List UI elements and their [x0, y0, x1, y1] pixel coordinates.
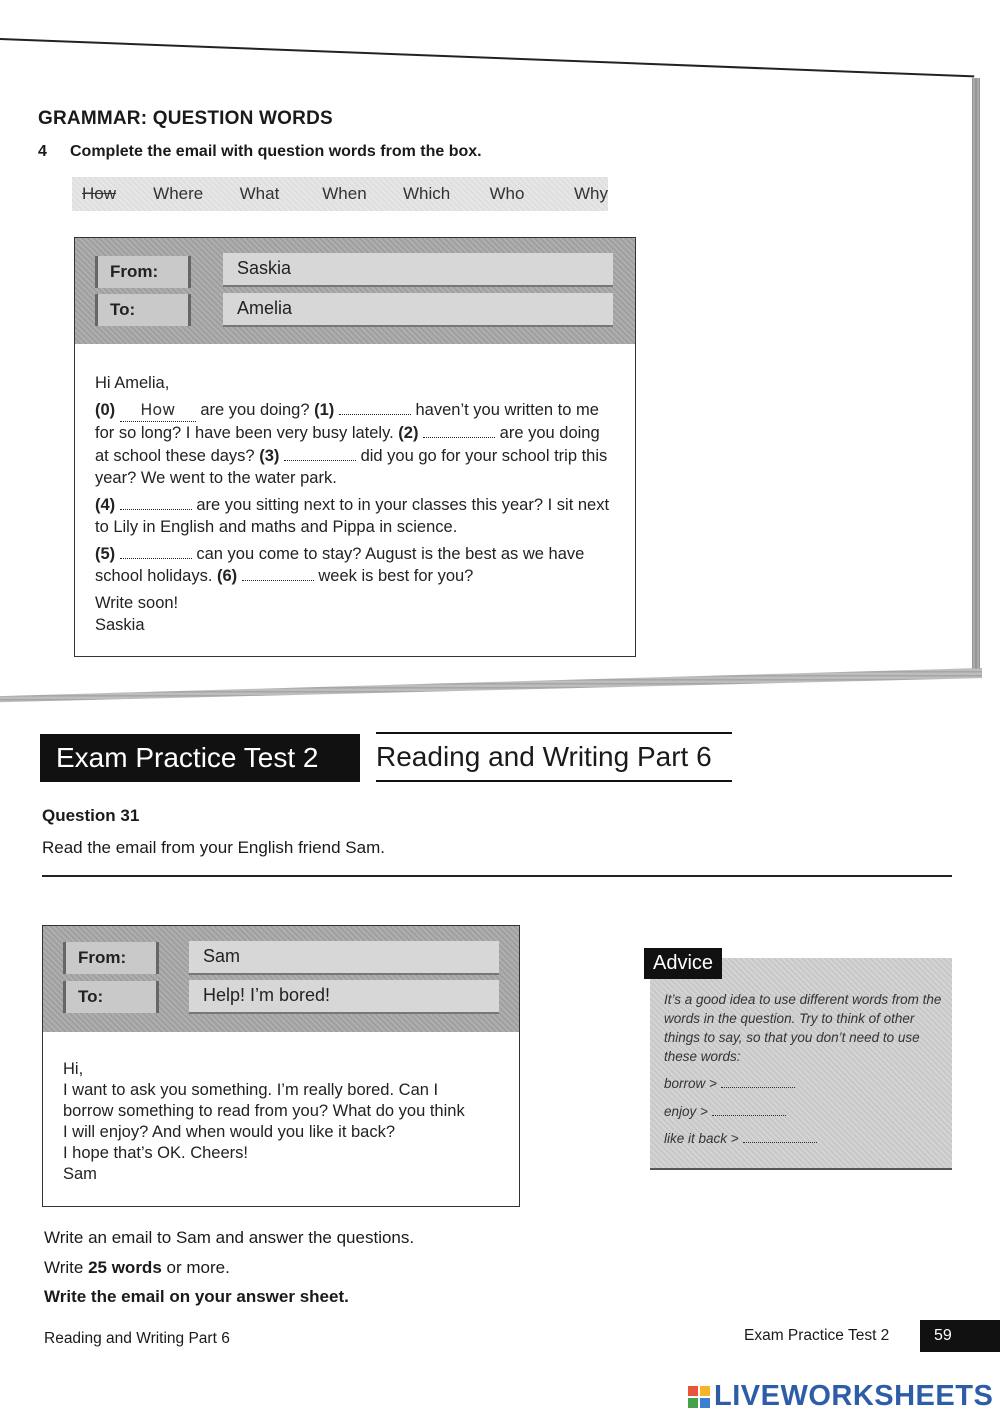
word-box-item: Where [153, 184, 204, 203]
email-sam [42, 925, 520, 1207]
gap-number: (0) [95, 400, 116, 419]
part-title: Reading and Writing Part 6 [376, 732, 732, 782]
email-saskia [74, 237, 636, 657]
answer-gap-3[interactable] [284, 448, 356, 461]
word-box-item: When [322, 184, 367, 203]
advice-item [664, 1076, 795, 1091]
page-number: 59 [920, 1320, 1000, 1352]
advice-item-label: like it back > [664, 1131, 739, 1146]
page-edge-bottom [0, 668, 982, 704]
advice-tag: Advice [644, 948, 722, 979]
email-header [43, 926, 519, 1032]
instruction-text: or more. [161, 1258, 230, 1277]
from-field: Saskia [223, 253, 613, 287]
to-field: Amelia [223, 293, 613, 327]
answer-gap-4[interactable] [120, 497, 192, 510]
answer-gap-5[interactable] [120, 546, 192, 559]
email-line: Sam [63, 1165, 97, 1183]
email-header [75, 238, 635, 344]
email-line: I want to ask you something. I’m really bored. Can I [63, 1081, 439, 1099]
question-number: Question 31 [42, 806, 140, 825]
footer-left: Reading and Writing Part 6 [44, 1330, 230, 1347]
advice-gap[interactable] [712, 1115, 786, 1116]
advice-text: It’s a good idea to use different words from the words in the question. Try to think of other things to say, so that you don’t need to use these words: [664, 992, 942, 1064]
from-field: Sam [189, 941, 499, 975]
sentence-text: haven’t you written to me for so long? I have been very busy lately. [95, 400, 599, 442]
word-box-item: Why [573, 184, 608, 203]
task-instruction [38, 143, 482, 161]
answer-0-handwritten: How [120, 399, 196, 423]
sentence-text: are you doing at school these days? [95, 424, 600, 465]
signature: Saskia [95, 616, 145, 634]
advice-gap[interactable] [743, 1142, 817, 1143]
word-box-item: How [82, 184, 117, 203]
gap-number: (3) [259, 446, 280, 465]
sentence-text: did you go for your school trip this year? We went to the water park. [95, 446, 608, 487]
word-box-item: Who [489, 184, 525, 203]
word-box-item: What [239, 184, 280, 203]
word-box [72, 177, 608, 211]
email-line: borrow something to read from you? What do you think [63, 1102, 465, 1120]
brand-icon [688, 1386, 710, 1408]
email-body [95, 372, 615, 637]
gap-number: (5) [95, 544, 116, 563]
answer-gap-1[interactable] [339, 402, 411, 415]
task-text: Complete the email with question words from the box. [70, 143, 482, 160]
advice-box [650, 958, 952, 1170]
gap-number: (1) [314, 400, 335, 419]
paragraph-1 [95, 399, 615, 490]
email-line: Hi, [63, 1060, 84, 1078]
word-box-item: Which [402, 184, 451, 203]
divider [42, 875, 952, 877]
subject-field: Help! I’m bored! [189, 980, 499, 1014]
advice-item [664, 1131, 817, 1146]
gap-number: (6) [217, 567, 238, 585]
footer-right: Exam Practice Test 2 [744, 1327, 890, 1344]
email-line: I hope that’s OK. Cheers! [63, 1144, 248, 1162]
email-line: I will enjoy? And when would you like it back? [63, 1123, 396, 1141]
advice-item-label: borrow > [664, 1076, 717, 1091]
instruction-text: Write [44, 1258, 89, 1277]
to-label: To: [95, 294, 191, 326]
page-edge-top [0, 38, 974, 77]
instruction-line-2 [44, 1258, 230, 1278]
advice-gap[interactable] [721, 1087, 795, 1088]
to-label: To: [63, 981, 159, 1013]
sentence-text: can you come to stay? August is the best as we have school holidays. [95, 544, 585, 585]
answer-gap-2[interactable] [423, 425, 495, 438]
greeting: Hi Amelia, [95, 374, 170, 392]
advice-item [664, 1104, 786, 1119]
exam-practice-bar: Exam Practice Test 2 [40, 734, 360, 782]
from-label: From: [95, 256, 191, 288]
closing: Write soon! [95, 593, 179, 612]
task-number: 4 [38, 143, 47, 160]
instruction-line-3: Write the email on your answer sheet. [44, 1287, 349, 1306]
section-heading: GRAMMAR: QUESTION WORDS [38, 108, 333, 129]
brand-name: LIVEWORKSHEETS [714, 1380, 994, 1412]
word-count: 25 words [88, 1258, 162, 1277]
from-label: From: [63, 942, 159, 974]
instruction-line-1: Write an email to Sam and answer the questions. [44, 1228, 415, 1247]
advice-item-label: enjoy > [664, 1104, 708, 1119]
email-body [63, 1059, 503, 1185]
sentence-text: are you sitting next to in your classes this year? I sit next to Lily in English and maths and Pippa in science. [95, 495, 610, 536]
read-prompt: Read the email from your English friend Sam. [42, 838, 385, 857]
answer-gap-6[interactable] [242, 568, 314, 581]
sentence-text: week is best for you? [318, 567, 474, 585]
gap-number: (2) [398, 424, 419, 442]
paragraph-3 [95, 543, 615, 588]
page-edge-right [972, 78, 980, 670]
liveworksheets-logo [688, 1380, 993, 1413]
paragraph-2 [95, 494, 615, 539]
sentence-text: are you doing? [200, 400, 310, 419]
gap-number: (4) [95, 495, 116, 514]
